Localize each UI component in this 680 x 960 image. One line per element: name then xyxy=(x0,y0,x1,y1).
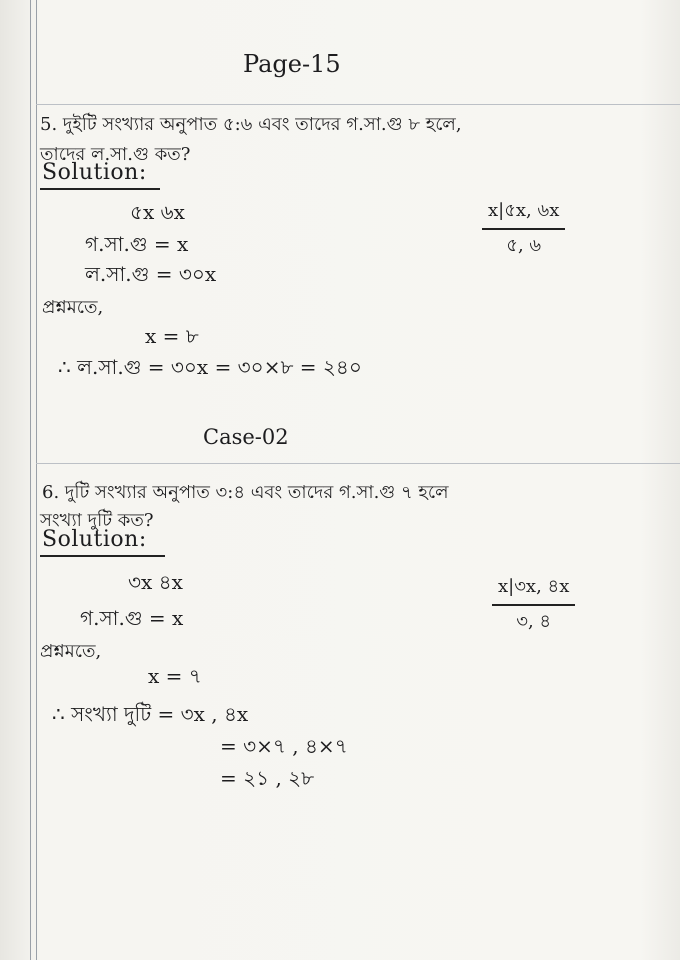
solution-underline xyxy=(40,555,165,557)
division-numerator: x|৩x, ৪x xyxy=(492,572,575,606)
result-line-6-2: = ৩×৭ , ৪×৭ xyxy=(220,734,348,758)
hcf-line-5: গ.সা.গু = x xyxy=(85,232,189,256)
result-line-5: ∴ ল.সা.গু = ৩০x = ৩০×৮ = ২৪০ xyxy=(58,355,362,379)
lcm-line-5: ল.সা.গু = ৩০x xyxy=(85,262,217,286)
solution-heading-5: Solution: xyxy=(42,160,147,185)
case-heading: Case-02 xyxy=(203,425,289,449)
division-denominator: ৩, ৪ xyxy=(516,611,552,632)
ruled-line xyxy=(36,104,680,105)
division-denominator: ৫, ৬ xyxy=(506,235,542,256)
question-5-line-2: তাদের ল.সা.গু কত? xyxy=(40,144,191,165)
solution-underline xyxy=(40,188,160,190)
ratio-terms-6: ৩x ৪x xyxy=(128,570,183,594)
ruled-line xyxy=(36,463,680,464)
question-6-line-2: সংখ্যা দুটি কত? xyxy=(40,510,154,531)
division-work-6 xyxy=(492,572,575,638)
page-title: Page-15 xyxy=(243,50,341,78)
x-value-6: x = ৭ xyxy=(148,664,202,688)
division-work-5 xyxy=(482,196,565,262)
question-5-line-1: 5. দুইটি সংখ্যার অনুপাত ৫:৬ এবং তাদের গ.সা.গু ৮ হলে, xyxy=(40,114,462,135)
question-6-line-1: 6. দুটি সংখ্যার অনুপাত ৩:৪ এবং তাদের গ.সা.গু ৭ হলে xyxy=(42,482,449,503)
division-numerator: x|৫x, ৬x xyxy=(482,196,565,230)
x-value-5: x = ৮ xyxy=(145,324,199,348)
margin-line-right xyxy=(36,0,37,960)
according-to-question-5: প্রশ্নমতে, xyxy=(42,297,104,318)
hcf-line-6: গ.সা.গু = x xyxy=(80,606,184,630)
margin-line-left xyxy=(30,0,31,960)
result-line-6-3: = ২১ , ২৮ xyxy=(220,766,315,790)
according-to-question-6: প্রশ্নমতে, xyxy=(40,641,102,662)
ratio-terms-5: ৫x ৬x xyxy=(130,200,185,224)
result-line-6-1: ∴ সংখ্যা দুটি = ৩x , ৪x xyxy=(52,702,249,726)
solution-heading-6: Solution: xyxy=(42,527,147,552)
